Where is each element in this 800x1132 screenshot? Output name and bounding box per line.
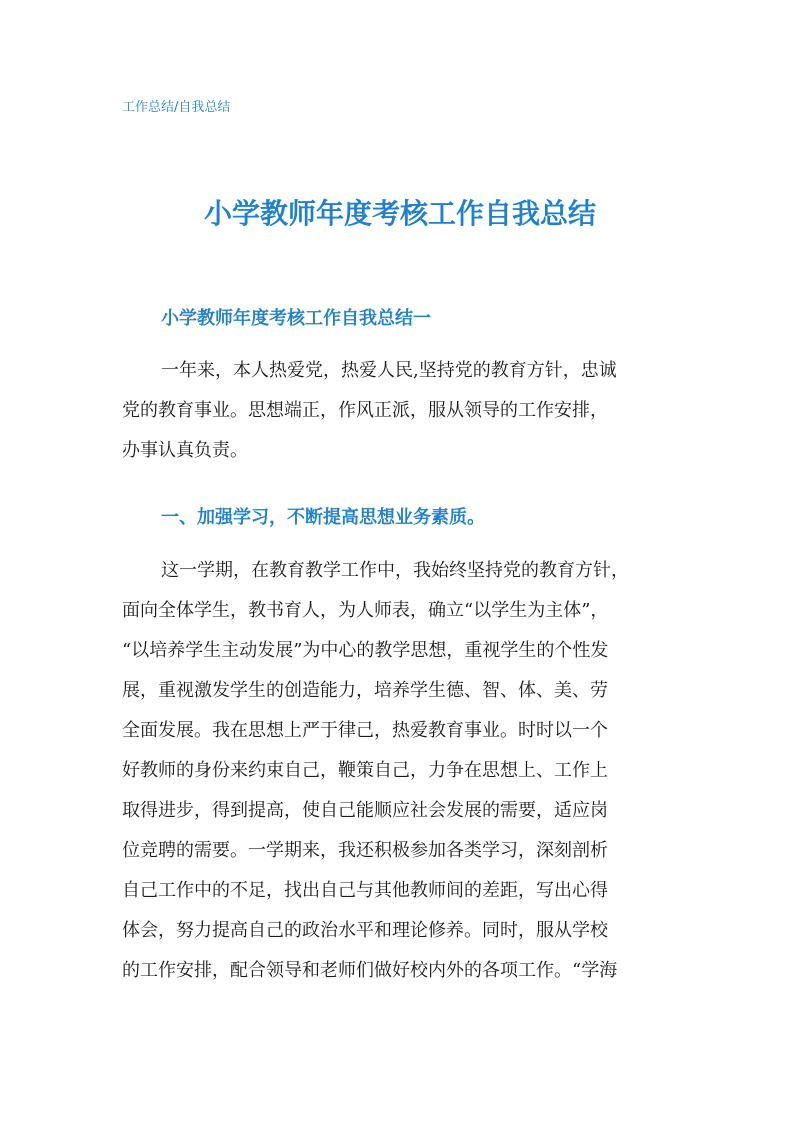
breadcrumb: 工作总结/自我总结: [122, 100, 231, 115]
paragraph-line: 展，重视激发学生的创造能力，培养学生德、智、体、美、劳: [122, 680, 608, 701]
paragraph-line: 的工作安排，配合领导和老师们做好校内外的各项工作。“学海: [122, 960, 618, 981]
paragraph-line: 面向全体学生，教书育人，为人师表，确立“以学生为主体”，: [122, 600, 609, 621]
paragraph-line: 取得进步，得到提高，使自己能顺应社会发展的需要，适应岗: [122, 800, 608, 821]
subheading: 一、加强学习，不断提高思想业务素质。: [161, 507, 485, 528]
paragraph-line: 党的教育事业。思想端正，作风正派，服从领导的工作安排，: [122, 400, 608, 421]
paragraph-line: 自己工作中的不足，找出自己与其他教师间的差距，写出心得: [122, 880, 608, 901]
intro-paragraph: [122, 351, 688, 471]
section-title: 小学教师年度考核工作自我总结一: [161, 308, 431, 329]
paragraph-line: 办事认真负责。: [122, 440, 248, 461]
paragraph-line: 好教师的身份来约束自己，鞭策自己，力争在思想上、工作上: [122, 760, 608, 781]
paragraph-line: 全面发展。我在思想上严于律己，热爱教育事业。时时以一个: [122, 720, 608, 741]
paragraph-line: 这一学期，在教育教学工作中，我始终坚持党的教育方针，: [161, 560, 629, 581]
paragraph-line: “以培养学生主动发展”为中心的教学思想，重视学生的个性发: [122, 640, 609, 661]
paragraph-line: 一年来，本人热爱党，热爱人民,坚持党的教育方针，忠诚: [161, 360, 617, 381]
page-title: 小学教师年度考核工作自我总结: [203, 197, 596, 230]
paragraph-line: 体会，努力提高自己的政治水平和理论修养。同时，服从学校: [122, 920, 608, 941]
paragraph-line: 位竞聘的需要。一学期来，我还积极参加各类学习，深刻剖析: [122, 840, 608, 861]
body-paragraph: [122, 551, 688, 991]
